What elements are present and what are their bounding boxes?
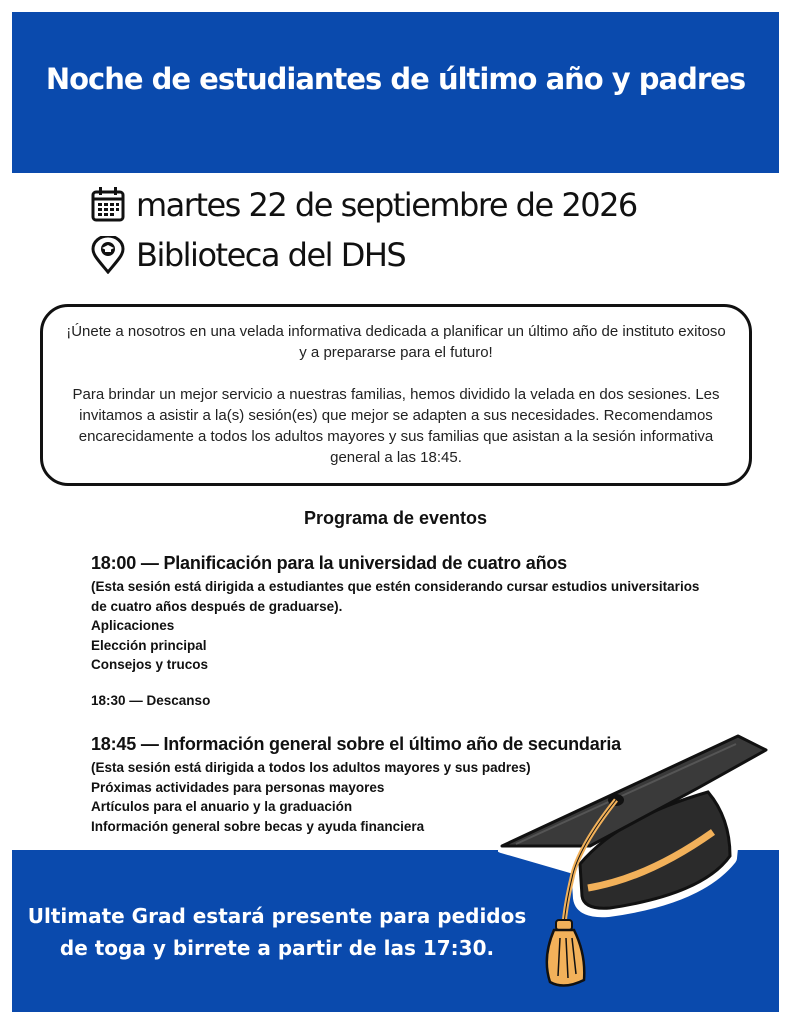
session-1: [91, 553, 711, 675]
event-location-row: [90, 236, 405, 274]
map-pin-icon: [90, 236, 126, 274]
footer-line-1: Ultimate Grad estará presente para pedidos: [27, 904, 527, 928]
page-title: Noche de estudiantes de último año y padres: [45, 62, 746, 96]
header-band: [12, 12, 779, 173]
session-1-item: Elección principal: [91, 637, 207, 653]
footer-line-2: de toga y birrete a partir de las 17:30.: [59, 936, 495, 960]
session-2-description: (Esta sesión está dirigida a todos los adultos mayores y sus padres): [91, 760, 531, 775]
event-location: Biblioteca del DHS: [136, 236, 406, 274]
event-date-row: [90, 186, 637, 224]
session-2-item: Artículos para el anuario y la graduación: [91, 799, 353, 814]
session-1-title: 18:00 — Planificación para la universidad de cuatro años: [91, 553, 567, 573]
event-date: martes 22 de septiembre de 2026: [136, 186, 637, 224]
intro-paragraph-2: Para brindar un mejor servicio a nuestras familias, hemos dividido la velada en dos sesiones. Les invitamos a asistir a la(s) sesión(es) que mejor se adapten a sus necesidades. Recomendamos encarecidamente a todos los adultos mayores y sus familias que asistan a la sesión informativa general a las 18:45.: [72, 386, 720, 466]
intro-paragraph-1: ¡Únete a nosotros en una velada informativa dedicada a planificar un último año de instituto exitoso y a prepararse para el futuro!: [66, 323, 726, 361]
session-1-description: (Esta sesión está dirigida a estudiantes que estén considerando cursar estudios universitarios de cuatro años después de graduarse).: [91, 579, 700, 614]
program-title: Programa de eventos: [303, 508, 488, 528]
footer-text: [12, 900, 542, 964]
intro-box: [40, 304, 752, 486]
calendar-icon: [90, 186, 126, 224]
session-1-item: Aplicaciones: [91, 618, 175, 633]
session-1-item: Consejos y trucos: [91, 657, 209, 672]
break-item: 18:30 — Descanso: [91, 693, 211, 708]
session-2-item: Información general sobre becas y ayuda financiera: [91, 818, 425, 834]
graduation-cap-icon: [498, 728, 774, 990]
session-2-title: 18:45 — Información general sobre el último año de secundaria: [91, 734, 621, 754]
session-2-item: Próximas actividades para personas mayores: [91, 779, 385, 795]
